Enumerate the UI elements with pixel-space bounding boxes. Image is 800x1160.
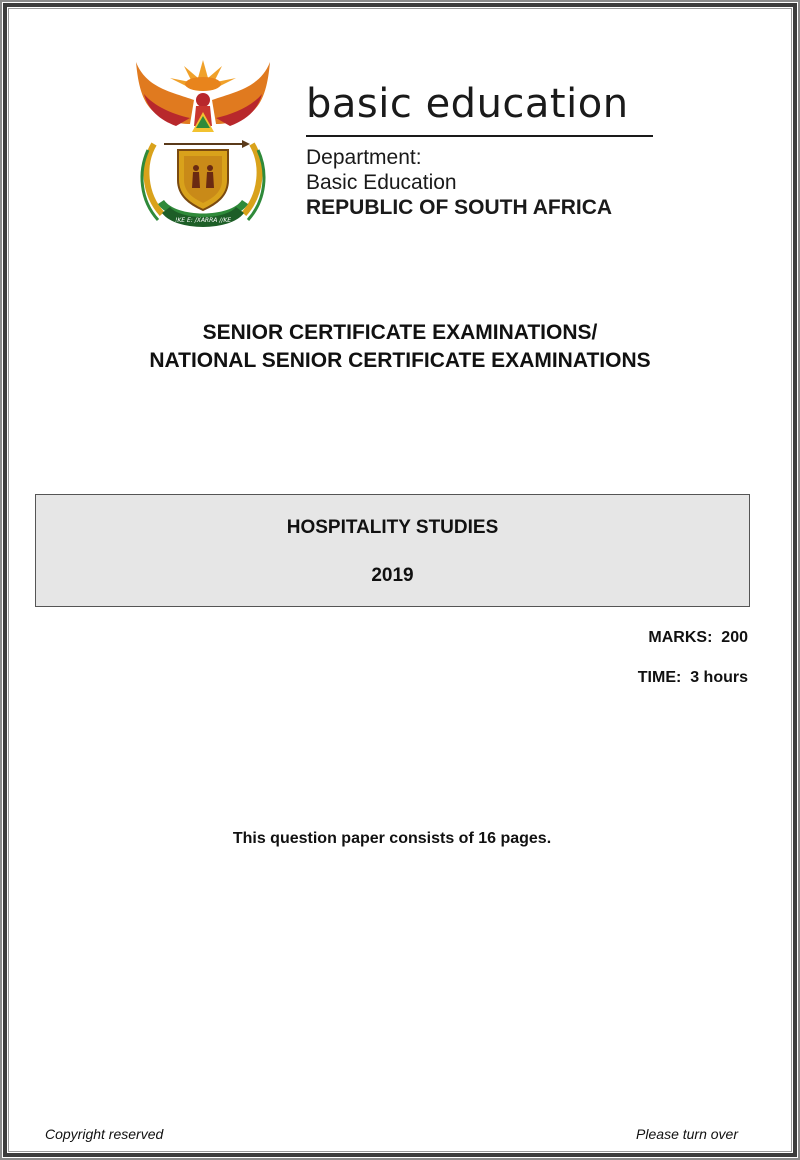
rising-sun-icon [170, 60, 236, 91]
exam-title-line-1: SENIOR CERTIFICATE EXAMINATIONS/ [202, 321, 598, 344]
department-label: Department: [306, 146, 422, 169]
brand-divider [306, 135, 653, 137]
coat-of-arms-logo [132, 54, 274, 234]
exam-year: 2019 [371, 565, 414, 586]
secretary-bird-icon [192, 93, 214, 132]
division-label: Basic Education [306, 171, 457, 194]
motto-text: !KE E: /XARRA //KE [174, 217, 232, 224]
country-label: REPUBLIC OF SOUTH AFRICA [306, 196, 613, 219]
time-allowed: TIME: 3 hours [637, 669, 748, 686]
exam-title-line-2: NATIONAL SENIOR CERTIFICATE EXAMINATIONS [149, 349, 651, 372]
marks-total: MARKS: 200 [648, 629, 748, 646]
brand-title: basic education [306, 81, 629, 127]
subject-box [35, 494, 750, 607]
page-count-note: This question paper consists of 16 pages. [232, 830, 552, 847]
shield-icon [178, 150, 228, 210]
subject-title: HOSPITALITY STUDIES [286, 517, 499, 538]
copyright-footer: Copyright reserved [45, 1126, 164, 1142]
turn-over-footer: Please turn over [636, 1126, 738, 1142]
